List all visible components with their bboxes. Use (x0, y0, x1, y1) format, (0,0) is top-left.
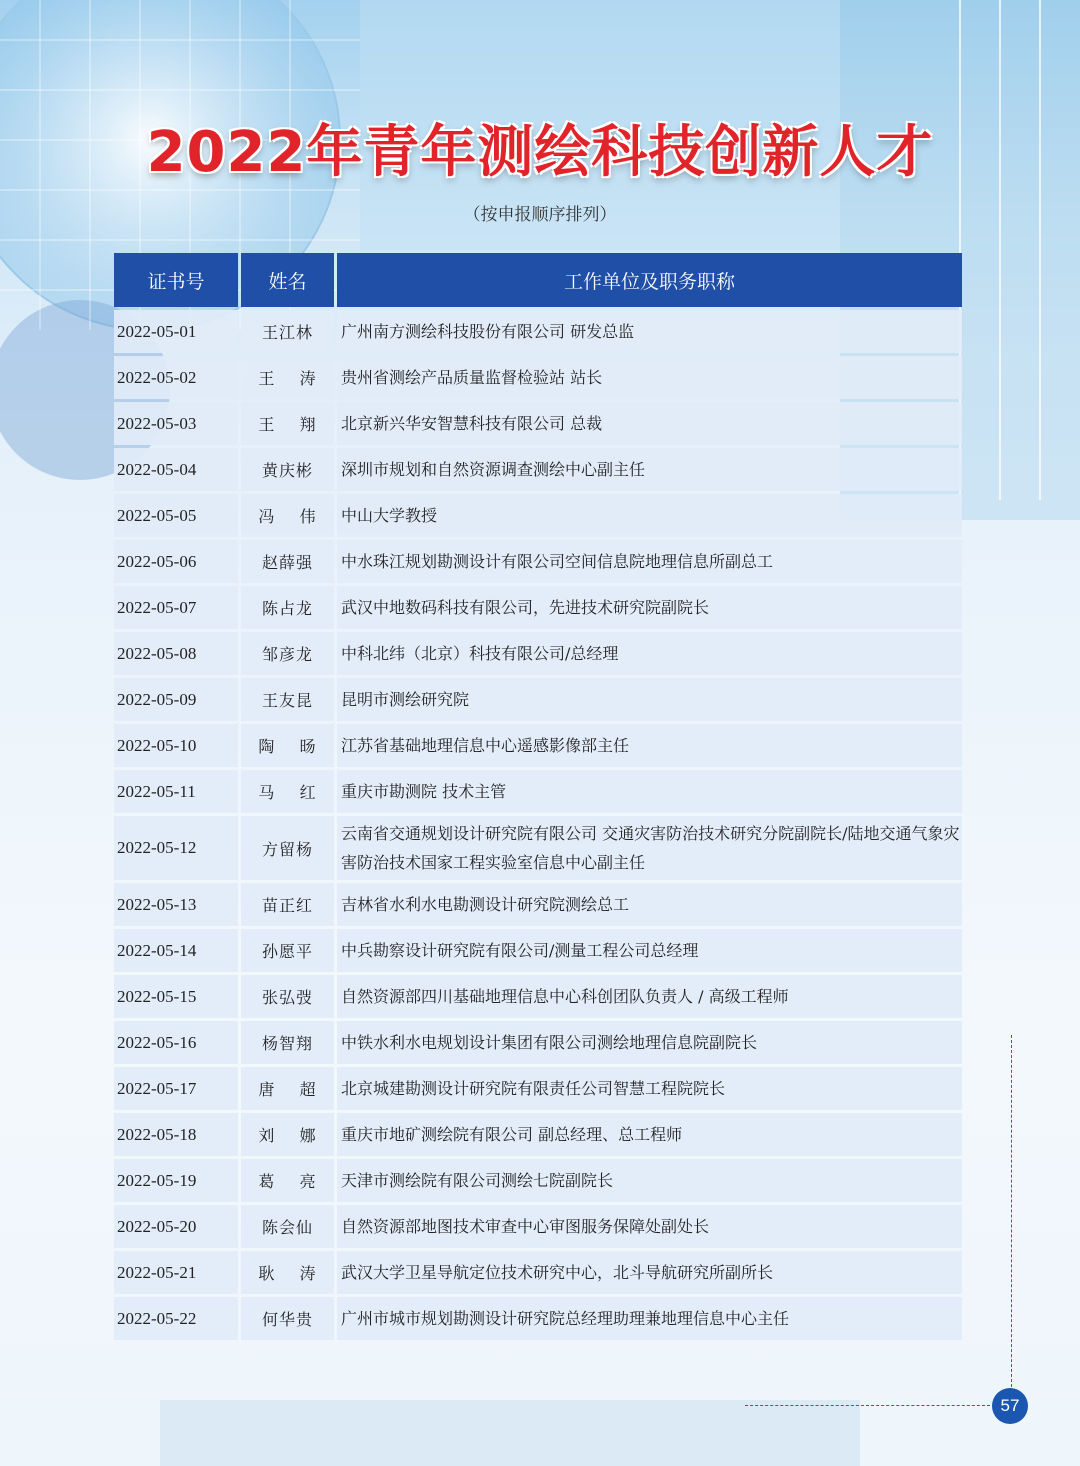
unit-title: 重庆市勘测院 技术主管 (337, 770, 962, 813)
cert-number: 2022-05-05 (114, 494, 238, 537)
person-name: 王 涛 (241, 356, 334, 399)
cert-number: 2022-05-17 (114, 1067, 238, 1110)
person-name: 方留杨 (241, 816, 334, 880)
table-row (114, 1113, 962, 1156)
header-unit-title: 工作单位及职务职称 (337, 253, 962, 307)
table-row (114, 448, 962, 491)
table-row (114, 1205, 962, 1248)
unit-title: 昆明市测绘研究院 (337, 678, 962, 721)
person-name: 刘 娜 (241, 1113, 334, 1156)
cert-number: 2022-05-16 (114, 1021, 238, 1064)
table-row (114, 1021, 962, 1064)
person-name: 王友昆 (241, 678, 334, 721)
decorative-dashed-line-vertical (1011, 1035, 1012, 1387)
person-name: 耿 涛 (241, 1251, 334, 1294)
page-subtitle: （按申报顺序排列） (463, 205, 617, 225)
table-row (114, 816, 962, 880)
table-row (114, 586, 962, 629)
person-name: 邹彦龙 (241, 632, 334, 675)
cert-number: 2022-05-06 (114, 540, 238, 583)
unit-title: 中兵勘察设计研究院有限公司/测量工程公司总经理 (337, 929, 962, 972)
cert-number: 2022-05-10 (114, 724, 238, 767)
cert-number: 2022-05-13 (114, 883, 238, 926)
person-name: 冯 伟 (241, 494, 334, 537)
cert-number: 2022-05-18 (114, 1113, 238, 1156)
person-name: 黄庆彬 (241, 448, 334, 491)
person-name: 唐 超 (241, 1067, 334, 1110)
unit-title: 深圳市规划和自然资源调查测绘中心副主任 (337, 448, 962, 491)
person-name: 陶 旸 (241, 724, 334, 767)
header-cert-number: 证书号 (114, 253, 238, 307)
table-row (114, 1297, 962, 1340)
person-name: 赵薛强 (241, 540, 334, 583)
unit-title: 天津市测绘院有限公司测绘七院副院长 (337, 1159, 962, 1202)
cert-number: 2022-05-11 (114, 770, 238, 813)
unit-title: 广州南方测绘科技股份有限公司 研发总监 (337, 310, 962, 353)
unit-title: 中科北纬（北京）科技有限公司/总经理 (337, 632, 962, 675)
table-row (114, 494, 962, 537)
cert-number: 2022-05-14 (114, 929, 238, 972)
person-name: 葛 亮 (241, 1159, 334, 1202)
person-name: 孙愿平 (241, 929, 334, 972)
table-row (114, 356, 962, 399)
page-title: 2022年青年测绘科技创新人才 (146, 120, 934, 185)
table-row (114, 929, 962, 972)
table-row (114, 770, 962, 813)
person-name: 陈占龙 (241, 586, 334, 629)
person-name: 苗正红 (241, 883, 334, 926)
table-row (114, 402, 962, 445)
table-header-row (114, 253, 962, 307)
person-name: 王 翔 (241, 402, 334, 445)
unit-title: 中铁水利水电规划设计集团有限公司测绘地理信息院副院长 (337, 1021, 962, 1064)
cert-number: 2022-05-21 (114, 1251, 238, 1294)
cert-number: 2022-05-09 (114, 678, 238, 721)
person-name: 何华贵 (241, 1297, 334, 1340)
unit-title: 中山大学教授 (337, 494, 962, 537)
unit-title: 云南省交通规划设计研究院有限公司 交通灾害防治技术研究分院副院长/陆地交通气象灾害防治技术国家工程实验室信息中心副主任 (337, 816, 962, 880)
table-row (114, 1159, 962, 1202)
table-row (114, 678, 962, 721)
person-name: 陈会仙 (241, 1205, 334, 1248)
table-row (114, 975, 962, 1018)
cert-number: 2022-05-03 (114, 402, 238, 445)
cert-number: 2022-05-07 (114, 586, 238, 629)
page-number-badge: 57 (992, 1388, 1028, 1424)
table-row (114, 724, 962, 767)
unit-title: 吉林省水利水电勘测设计研究院测绘总工 (337, 883, 962, 926)
cert-number: 2022-05-15 (114, 975, 238, 1018)
decorative-dashed-line-horizontal (745, 1405, 990, 1406)
unit-title: 重庆市地矿测绘院有限公司 副总经理、总工程师 (337, 1113, 962, 1156)
unit-title: 北京城建勘测设计研究院有限责任公司智慧工程院院长 (337, 1067, 962, 1110)
unit-title: 广州市城市规划勘测设计研究院总经理助理兼地理信息中心主任 (337, 1297, 962, 1340)
unit-title: 武汉大学卫星导航定位技术研究中心，北斗导航研究所副所长 (337, 1251, 962, 1294)
person-name: 马 红 (241, 770, 334, 813)
cert-number: 2022-05-19 (114, 1159, 238, 1202)
unit-title: 江苏省基础地理信息中心遥感影像部主任 (337, 724, 962, 767)
person-name: 王江林 (241, 310, 334, 353)
unit-title: 中水珠江规划勘测设计有限公司空间信息院地理信息所副总工 (337, 540, 962, 583)
unit-title: 北京新兴华安智慧科技有限公司 总裁 (337, 402, 962, 445)
table-row (114, 1251, 962, 1294)
person-name: 杨智翔 (241, 1021, 334, 1064)
unit-title: 贵州省测绘产品质量监督检验站 站长 (337, 356, 962, 399)
cert-number: 2022-05-12 (114, 816, 238, 880)
unit-title: 武汉中地数码科技有限公司，先进技术研究院副院长 (337, 586, 962, 629)
cert-number: 2022-05-08 (114, 632, 238, 675)
table-row (114, 540, 962, 583)
table-row (114, 883, 962, 926)
cert-number: 2022-05-01 (114, 310, 238, 353)
table-row (114, 310, 962, 353)
header-name: 姓名 (241, 253, 334, 307)
cert-number: 2022-05-02 (114, 356, 238, 399)
cert-number: 2022-05-20 (114, 1205, 238, 1248)
table-row (114, 632, 962, 675)
unit-title: 自然资源部地图技术审查中心审图服务保障处副处长 (337, 1205, 962, 1248)
unit-title: 自然资源部四川基础地理信息中心科创团队负责人 / 高级工程师 (337, 975, 962, 1018)
cert-number: 2022-05-04 (114, 448, 238, 491)
talent-table (111, 250, 965, 1343)
person-name: 张弘弢 (241, 975, 334, 1018)
cert-number: 2022-05-22 (114, 1297, 238, 1340)
table-row (114, 1067, 962, 1110)
